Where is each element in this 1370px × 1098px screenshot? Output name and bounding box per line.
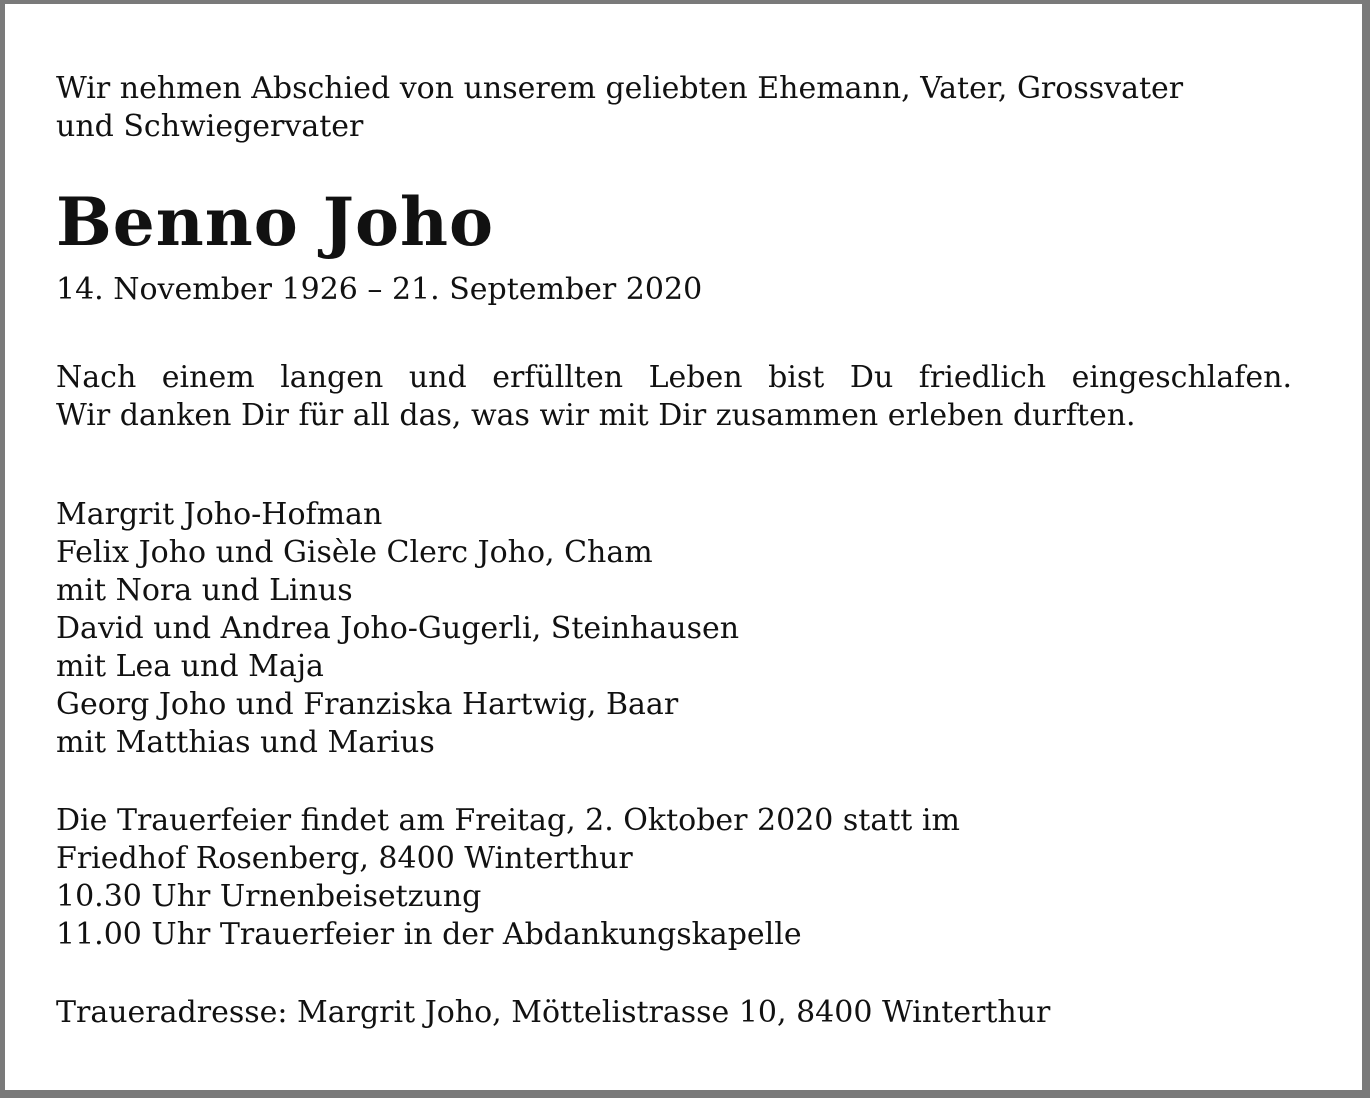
service-line: Friedhof Rosenberg, 8400 Winterthur — [56, 841, 633, 876]
mourner-entry: mit Lea und Maja — [56, 649, 324, 684]
intro-line: Wir nehmen Abschied von unserem geliebten Ehemann, Vater, Grossvater — [56, 71, 1184, 106]
message-line: Nach einem langen und erfüllten Leben bist Du friedlich eingeschlafen. — [56, 360, 1292, 395]
deceased-name: Benno Joho — [56, 183, 495, 261]
intro-text — [56, 70, 1306, 146]
service-details — [56, 802, 960, 954]
mourning-address: Traueradresse: Margrit Joho, Möttelistrasse 10, 8400 Winterthur — [56, 995, 1051, 1030]
service-line: 10.30 Uhr Urnenbeisetzung — [56, 879, 482, 914]
mourner-entry: mit Matthias und Marius — [56, 725, 435, 760]
message-line: Wir danken Dir für all das, was wir mit Dir zusammen erleben durften. — [56, 398, 1136, 433]
mourner-entry: mit Nora und Linus — [56, 573, 353, 608]
farewell-message — [56, 359, 1292, 435]
mourners-list — [56, 496, 739, 762]
mourner-entry: David und Andrea Joho-Gugerli, Steinhausen — [56, 611, 740, 646]
mourner-entry: Margrit Joho-Hofman — [56, 497, 383, 532]
life-dates: 14. November 1926 – 21. September 2020 — [56, 272, 703, 307]
intro-line: und Schwiegervater — [56, 109, 364, 144]
service-line: Die Trauerfeier findet am Freitag, 2. Oktober 2020 statt im — [56, 803, 960, 838]
mourner-entry: Felix Joho und Gisèle Clerc Joho, Cham — [56, 535, 653, 570]
service-line: 11.00 Uhr Trauerfeier in der Abdankungskapelle — [56, 917, 802, 952]
mourner-entry: Georg Joho und Franziska Hartwig, Baar — [56, 687, 679, 722]
